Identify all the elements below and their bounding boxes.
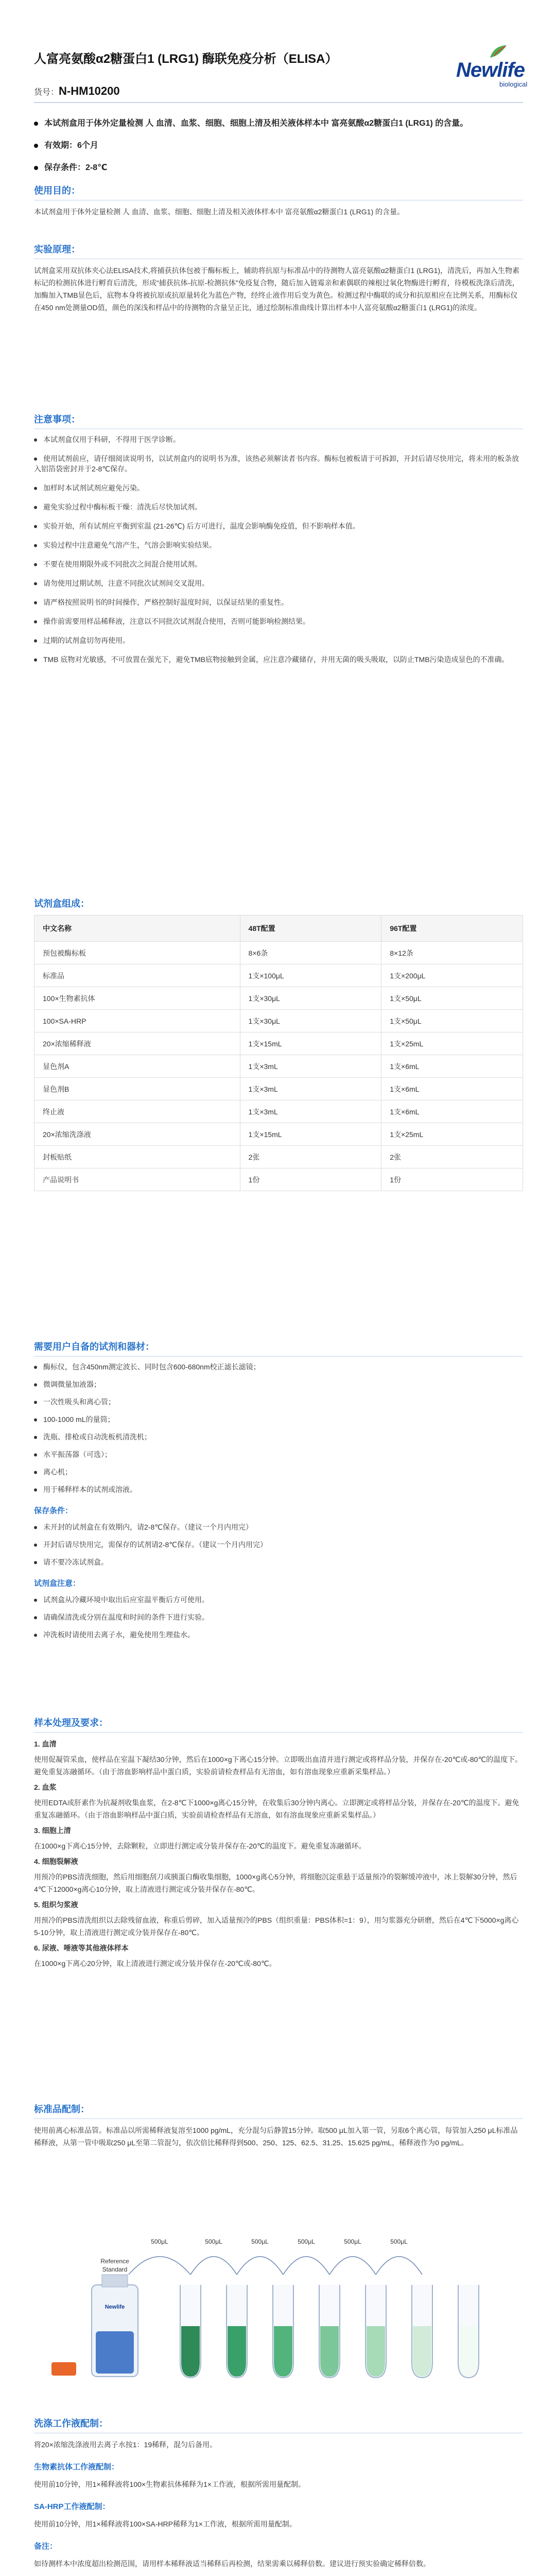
table-row: 20×浓缩稀释液 1支×15mL 1支×25mL [34,1032,523,1055]
list-item: 开封后请尽快用完，需保存的试剂请2-8℃保存。（建议一个月内用完） [34,1539,523,1550]
tube-liquid [413,2326,431,2377]
equipment-section [34,1340,523,1647]
table-row: 封板贴纸 2张 2张 [34,1146,523,1168]
bullet-dot [34,144,38,148]
table-row: 标准品 1支×100μL 1支×200μL [34,964,523,987]
principle-heading: 实验原理： [34,242,523,259]
note-item: 使用试剂前应，请仔细阅读说明书，以试剂盒内的说明书为准，该热必须解读者书内容。酶标包被板请于可拆卸，开封后请尽快用完，将未用的板条放入铝箔袋密封并于2-8℃保存。 [34,454,519,473]
list-item: 洗瓶、排枪或自动洗板机清洗机； [34,1432,523,1442]
tube-liquid [181,2326,200,2377]
list-item: 请不要冷冻试剂盒。 [34,1557,523,1567]
note-item: 不要在使用期限外或不同批次之间混合使用试剂。 [34,559,523,569]
transfer-arrow-icon [329,2257,376,2275]
sahrp-heading: SA-HRP工作液配制： [34,2502,110,2511]
remarks-heading: 备注： [34,2542,58,2551]
transfer-arrow-icon [283,2257,329,2275]
bottle-label: Newlife [105,2304,125,2310]
table-row: 预包被酶标板 8×6条 8×12条 [34,942,523,964]
list-item: 一次性吸头和离心管； [34,1397,523,1407]
standard-section [34,2102,523,2152]
usage-section [34,183,523,221]
transfer-volume-label: 500μL [151,2238,168,2245]
transfer-arrow-icon [129,2257,190,2275]
header [0,0,556,116]
sample-subheading: 2. 血浆 [34,1783,57,1791]
wash-heading: 洗涤工作液配制： [34,2416,523,2433]
transfer-arrow-icon [237,2257,283,2275]
stock-label-line1: Reference [100,2258,129,2265]
precautions-heading: 试剂盒注意： [34,1579,81,1588]
sample-heading: 样本处理及要求： [34,1716,523,1733]
table-header-row [34,916,523,942]
sample-text: 使用EDTA或肝素作为抗凝剂收集血浆，在2-8℃下1000×g离心15分钟，在收集后30分钟内离心。立即测定或将样品分装，并保存在-20℃的温度下。避免重复冻融循环。（由于溶血影响样品中蛋白质，实验前请检查样品有无溶血，如有溶血现象应重新采集样品。） [34,1799,519,1819]
bullet-dot [34,122,38,126]
note-item: 避免实验过程中酶标板干燥：清洗后尽快加试剂。 [34,502,523,512]
usage-text: 本试剂盒用于体外定量检测 人 血清、血浆、细胞、细胞上清及相关液体样本中 富亮氨酸α2糖蛋白1 (LRG1) 的含量。 [34,208,405,216]
list-item: 请确保清洗或分别在温度和时间的条件下进行实验。 [34,1612,523,1622]
intro-bullet: 有效期：6个月 [34,139,523,150]
logo-text: Newlife [456,59,525,81]
transfer-volume-label: 500μL [390,2238,408,2245]
equipment-list [34,1362,523,1495]
sample-text: 在1000×g下离心15分钟，去除颗粒，立即进行测定或分装并保存在-20℃的温度下。避免重复冻融循环。 [34,1842,366,1850]
note-item: 请严格按照说明书的时间操作，严格控制好温度时间，以保证结果的重复性。 [34,597,523,607]
sample-text: 用预冷的PBS清洗细胞，然后用细胞刮刀或胰蛋白酶收集细胞，1000×g离心5分钟，将细胞沉淀重悬于适量预冷的裂解缓冲液中，冰上裂解30分钟，然后4℃下12000×g离心10分钟，取上清液进行测定或分装并保存在-80℃。 [34,1873,517,1893]
sample-subheading: 5. 组织匀浆液 [34,1901,78,1909]
list-item: 用于稀释样本的试剂或溶液。 [34,1484,523,1495]
list-item: 离心机； [34,1467,523,1477]
sample-subheading: 1. 血清 [34,1740,57,1748]
table-row: 显色剂A 1支×3mL 1支×6mL [34,1055,523,1078]
table-row: 20×浓缩洗涤液 1支×15mL 1支×25mL [34,1123,523,1146]
transfer-volume-label: 500μL [298,2238,315,2245]
intro-bullet: 保存条件：2-8℃ [34,161,523,173]
table-row: 100×SA-HRP 1支×30μL 1支×50μL [34,1010,523,1032]
note-item: 实验过程中注意避免气溶产生，气溶会影响实验结果。 [34,540,523,550]
storage-heading: 保存条件： [34,1506,73,1515]
tube-liquid [320,2326,339,2377]
precautions-list [34,1595,523,1640]
tube-liquid [228,2326,246,2377]
catalog-number [34,84,120,98]
list-item: 酶标仪，包含450nm测定波长、同时包含600-680nm校正滤长滤镜； [34,1362,523,1372]
note-item: 本试剂盒仅用于科研，不得用于医学诊断。 [34,434,523,445]
equipment-heading: 需要用户自备的试剂和器材： [34,1340,523,1357]
stock-label-line2: Standard [102,2266,128,2273]
table-row: 产品说明书 1份 1份 [34,1168,523,1191]
leaf-icon [489,44,508,59]
table-row: 显色剂B 1支×3mL 1支×6mL [34,1078,523,1100]
intro-bullet: 本试剂盒用于体外定量检测 人 血清、血浆、细胞、细胞上清及相关液体样本中 富亮氨酸α2糖蛋白1 (LRG1) 的含量。 [34,116,523,128]
table-row: 终止液 1支×3mL 1支×6mL [34,1100,523,1123]
note-item: 过期的试剂盒切勿再使用。 [34,635,523,646]
kit-table [34,915,523,1191]
list-item: 微调微量加液器； [34,1379,523,1389]
list-item: 试剂盒从冷藏环境中取出后应室温平衡后方可使用。 [34,1595,523,1605]
list-item: 冲洗板时请使用去离子水，避免使用生理盐水。 [34,1630,523,1640]
biotin-heading: 生物素抗体工作液配制： [34,2463,119,2471]
kit-section [34,896,523,1191]
sample-text: 用预冷的PBS清洗组织以去除残留血液，称重后剪碎，加入适量预冷的PBS（组织重量：PBS体积=1：9），用匀浆器充分研磨，然后在4℃下5000×g离心5-10分钟，取上清液进行测定或分装并保存在-80℃。 [34,1916,519,1937]
storage-list [34,1522,523,1567]
sample-section [34,1716,523,1973]
transfer-arrow-icon [376,2257,422,2275]
kit-heading: 试剂盒组成： [34,899,90,909]
note-item: 操作前需要用样品稀释液，注意以不同批次试剂混合使用，否则可能影响检测结果。 [34,616,523,626]
standard-heading: 标准品配制： [34,2102,523,2119]
note-item: TMB 底物对光敏感，不可放置在强光下，避免TMB底物接触到金属，应注意冷藏储存，并用无菌的吸头吸取，以防止TMB污染造成显色的不准确。 [34,654,523,665]
transfer-arrow-icon [190,2257,237,2275]
note-item: 实验开始，所有试剂应平衡到室温 (21-26℃) 后方可进行，温度会影响酶免疫值，但不影响样本值。 [34,521,523,531]
sample-subheading: 4. 细胞裂解液 [34,1857,78,1866]
note-item: 请勿使用过期试剂，注意不同批次试剂间交叉混用。 [34,578,523,588]
cap-icon [51,2362,76,2376]
dilution-diagram [51,2208,515,2403]
divider [34,102,523,103]
note-item: 加样时本试剂试剂应避免污染。 [34,483,523,493]
notes-heading: 注意事项： [34,412,523,429]
table-header-cell: 96T配置 [381,916,523,942]
tube-liquid [459,2326,478,2377]
catalog-label: 货号： [34,88,59,97]
principle-section [34,242,523,317]
transfer-volume-label: 500μL [344,2238,361,2245]
list-item: 水平振荡器（可选）； [34,1449,523,1460]
tube-liquid [367,2326,385,2377]
list-item: 100-1000 mL的量筒； [34,1414,523,1425]
wash-section: 洗涤工作液配制： 将20×浓缩洗涤液用去离子水按1：19稀释，混匀后备用。 生物素抗体工作液配制： 使用前10分钟，用1×稀释液将100×生物素抗体稀释为1×工作液，根据所需用量配制。 SA-HRP工作液配制： 使用前10分钟，用1×稀释液将100×SA-HRP稀释为1×工作液，根据所需用量配制。 备注： 如待测样本中浓度超出检测范围，请用样本稀释液适当稀释后再检测，结果需乘以稀释倍数。建议进行预实验确定稀释倍数。 [34,2416,523,2573]
notes-section [34,412,523,673]
company-logo [438,43,528,90]
notes-list [34,434,523,665]
transfer-volume-label: 500μL [251,2238,269,2245]
product-title: 人富亮氨酸α2糖蛋白1 (LRG1) 酶联免疫分析（ELISA） [34,52,338,66]
logo-subtitle: biological [499,80,528,88]
sample-text: 使用促凝管采血，使样品在室温下凝结30分钟，然后在1000×g下离心15分钟。立即吸出血清并进行测定或将样品分装，并保存在-20℃或-80℃的温度下。避免重复冻融循环。（由于溶血影响样品中蛋白质，实验前请检查样品有无溶血，如有溶血现象应重新采集样品。） [34,1755,523,1776]
principle-text: 试剂盒采用双抗体夹心法ELISA技术,将捕获抗体包被于酶标板上，辅助将抗原与标准品中的待测物人富亮氨酸α2糖蛋白1 (LRG1)，清洗后，再加入生物素标记的检测抗体进行孵育后清洗，形成“捕获抗体-抗原-检测抗体”免疫复合物，随后加入链霉亲和素偶联的辣根过氧化物酶进行孵育，待模板洗涤后清洗，加酶加入TMB显色后，底物本身将被抗原或抗原量转化为蓝色产物，经终止液作用后变为黄色。检测过程中酶联的成分和抗原相应在比例关系，用酶标仪在450 nm处测量OD值，颜色的深浅和样品中的待测物的含量呈正比，通过绘制标准曲线计算出样本中人富亮氨酸α2糖蛋白1 (LRG1)的浓度。 [34,266,520,312]
table-row: 100×生物素抗体 1支×30μL 1支×50μL [34,987,523,1010]
bullet-dot [34,166,38,170]
intro-bullets [34,116,523,183]
table-header-cell: 中文名称 [34,916,240,942]
usage-heading: 使用目的： [34,183,523,200]
tube-liquid [274,2326,292,2377]
sample-text: 在1000×g下离心20分钟，取上清液进行测定或分装并保存在-20℃或-80℃。 [34,1959,276,1968]
transfer-volume-label: 500μL [205,2238,222,2245]
standard-text: 使用前离心标准品管。标准品以所需稀释液复溶至1000 pg/mL，充分混匀后静置15分钟。取500 μL加入第一管，另取6个离心管，每管加入250 μL标准品稀释液，从第一管中吸取250 μL至第二管混匀，依次倍比稀释得到500、250、125、62.5、31.25、15.625 pg/mL，稀释液作为0 pg/mL。 [34,2126,518,2147]
catalog-value: N-HM10200 [59,84,120,97]
table-header-cell: 48T配置 [240,916,381,942]
list-item: 未开封的试剂盒在有效期内，请2-8℃保存。（建议一个月内用完） [34,1522,523,1532]
sample-subheading: 3. 细胞上清 [34,1826,71,1835]
sample-subheading: 6. 尿液、唾液等其他液体样本 [34,1944,129,1952]
